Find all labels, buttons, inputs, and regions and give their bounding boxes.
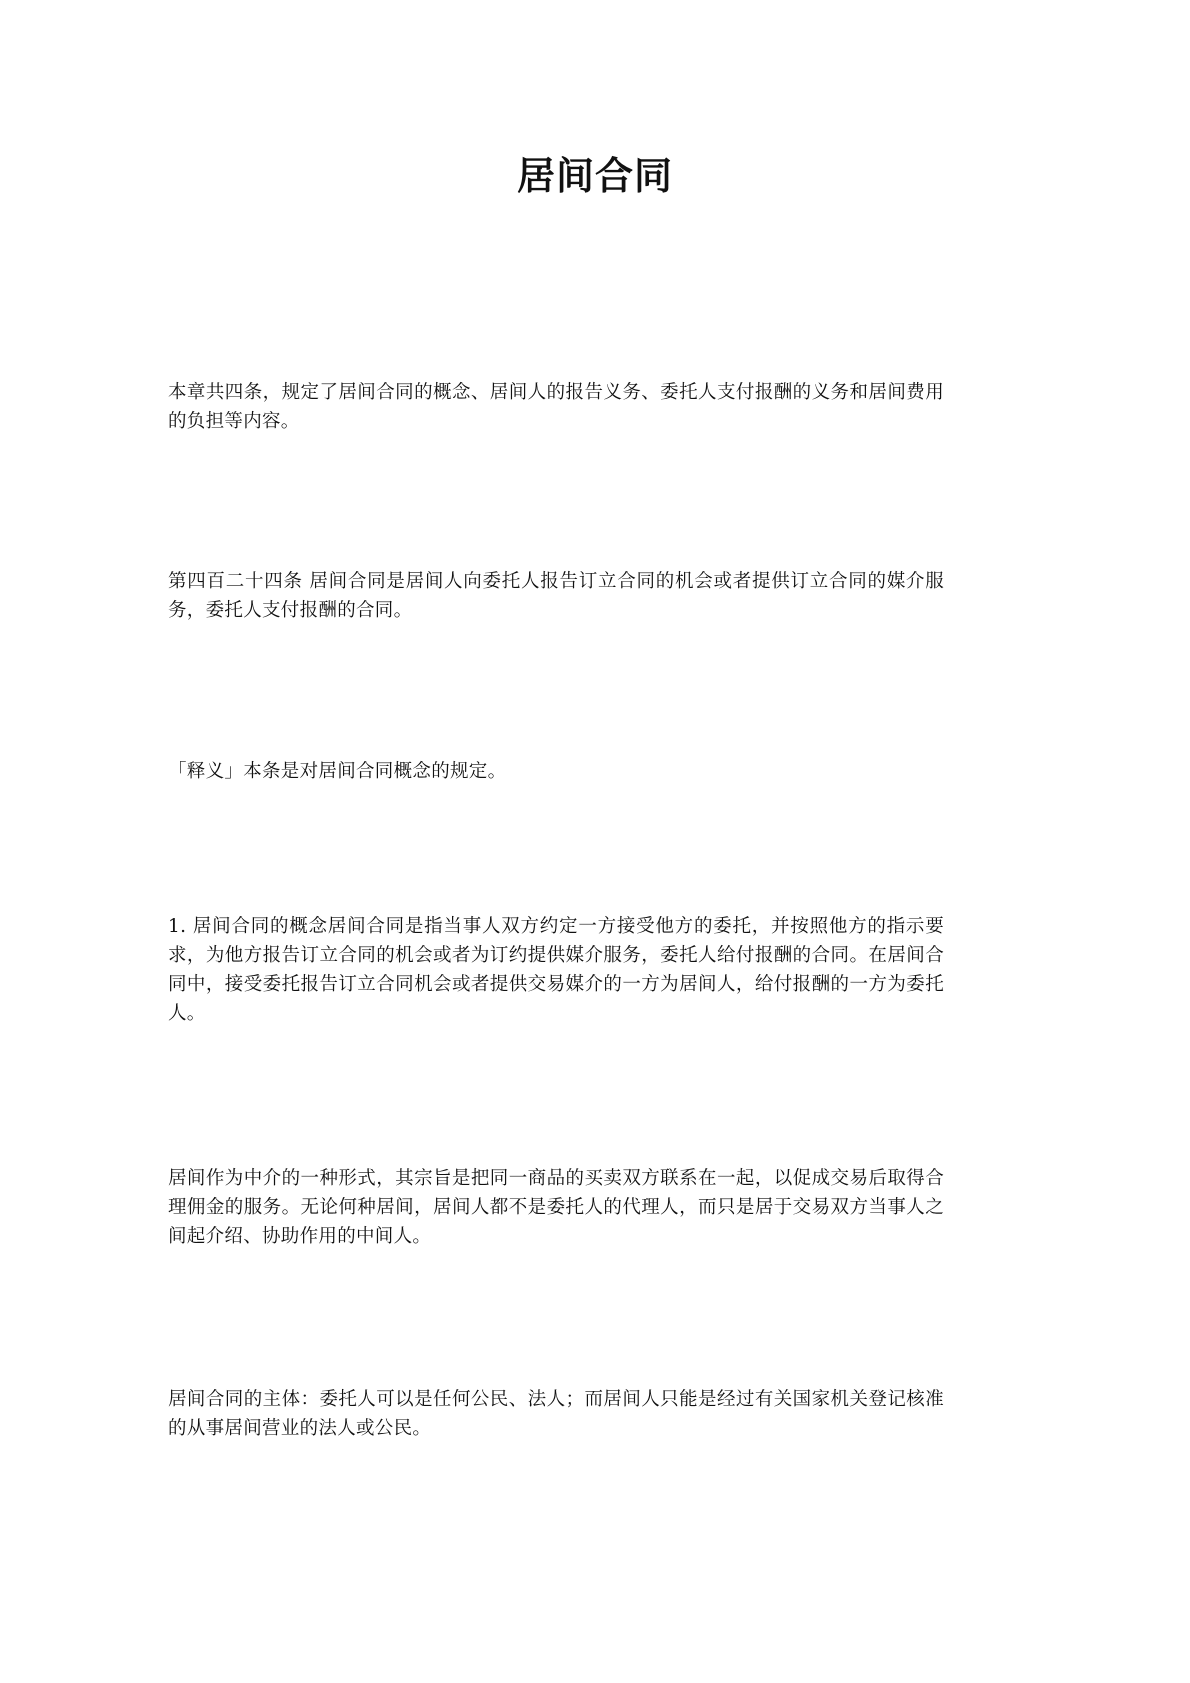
paragraph-contract-parties: 居间合同的主体：委托人可以是任何公民、法人；而居间人只能是经过有关国家机关登记核准的从事居间营业的法人或公民。 [168,1389,944,1439]
paragraph-interpretation: 「释义」本条是对居间合同概念的规定。 [168,761,507,782]
paragraph-article-424: 第四百二十四条 居间合同是居间人向委托人报告订立合同的机会或者提供订立合同的媒介服务，委托人支付报酬的合同。 [168,571,944,621]
paragraph-intermediary-purpose: 居间作为中介的一种形式，其宗旨是把同一商品的买卖双方联系在一起，以促成交易后取得合理佣金的服务。无论何种居间，居间人都不是委托人的代理人，而只是居于交易双方当事人之间起介绍、协助作用的中间人。 [168,1168,944,1247]
paragraph-concept-definition: 1. 居间合同的概念居间合同是指当事人双方约定一方接受他方的委托，并按照他方的指示要求，为他方报告订立合同的机会或者为订约提供媒介服务，委托人给付报酬的合同。在居间合同中，接受委托报告订立合同机会或者提供交易媒介的一方为居间人，给付报酬的一方为委托人。 [168,916,944,1024]
paragraph-chapter-summary: 本章共四条，规定了居间合同的概念、居间人的报告义务、委托人支付报酬的义务和居间费用的负担等内容。 [168,382,944,432]
document-title: 居间合同 [516,154,673,198]
